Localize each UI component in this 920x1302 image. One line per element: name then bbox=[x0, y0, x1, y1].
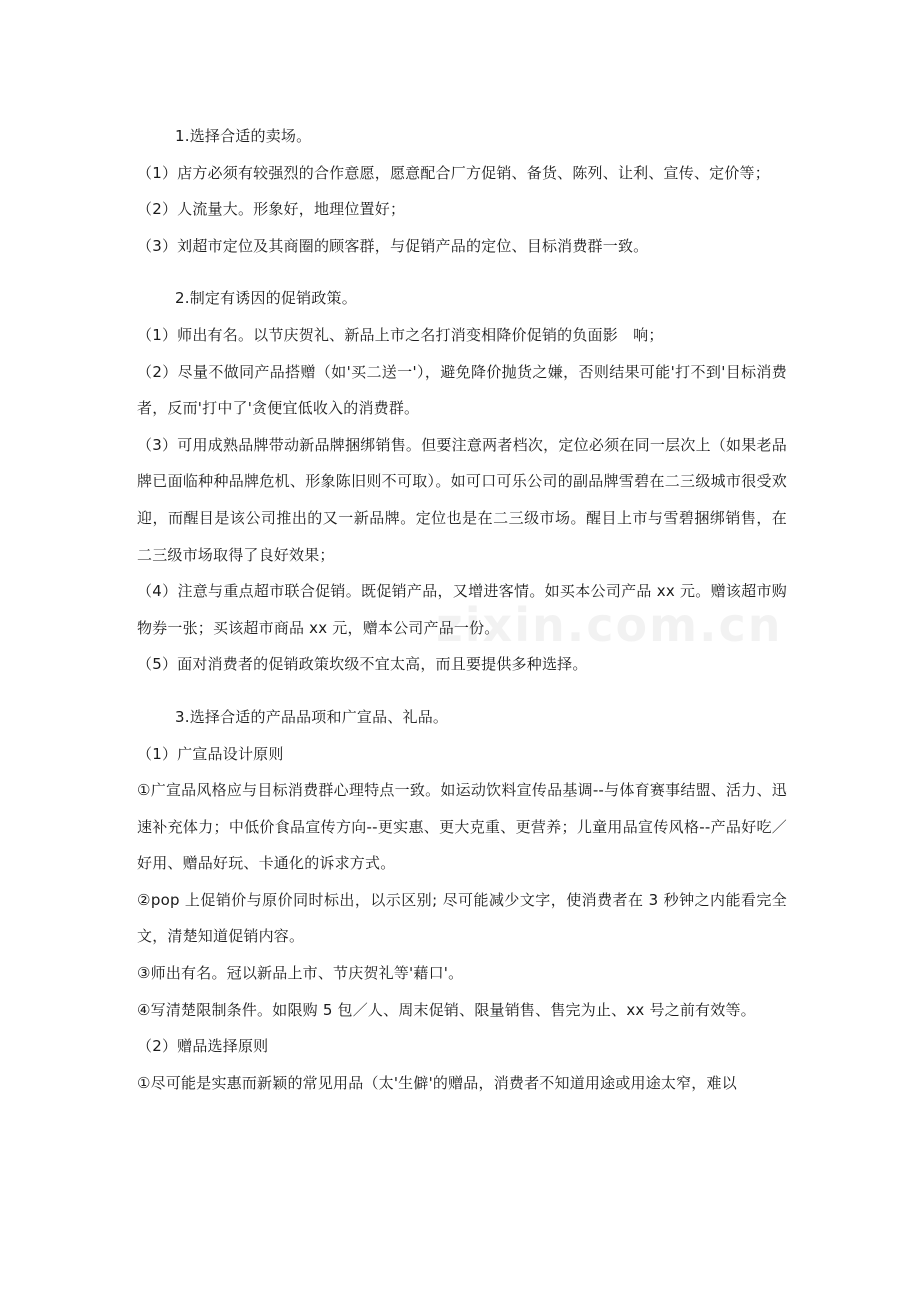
paragraph: （1）广宣品设计原则 bbox=[137, 744, 284, 763]
section-heading: 3.选择合适的产品品项和广宣品、礼品。 bbox=[175, 707, 449, 726]
section-heading: 1.选择合适的卖场。 bbox=[175, 127, 312, 145]
paragraph: （1）师出有名。以节庆贺礼、新品上市之名打消变相降价促销的负面影 响； bbox=[137, 325, 664, 344]
paragraph: （5）面对消费者的促销政策坎级不宜太高，而且要提供多种选择。 bbox=[137, 655, 588, 674]
paragraph: ③师出有名。冠以新品上市、节庆贺礼等'藉口'。 bbox=[137, 964, 464, 983]
paragraph: （4）注意与重点超市联合促销。既促销产品，又增进客情。如买本公司产品 xx 元。赠该超市购物券一张；买该超市商品 xx 元，赠本公司产品一份。 bbox=[137, 582, 787, 637]
section-gap bbox=[137, 264, 787, 280]
paragraph: ①广宣品风格应与目标消费群心理特点一致。如运动饮料宣传品基调--与体育赛事结盟、活力、迅速补充体力；中低价食品宣传方向--更实惠、更大克重、更营养；儿童用品宣传风格--产品好吃／好用、赠品好玩、卡通化的诉求方式。 bbox=[137, 781, 787, 873]
section-heading: 2.制定有诱因的促销政策。 bbox=[175, 289, 357, 308]
paragraph: （2）人流量大。形象好，地理位置好； bbox=[137, 200, 406, 219]
paragraph: （3）刘超市定位及其商圈的顾客群，与促销产品的定位、目标消费群一致。 bbox=[137, 236, 649, 255]
paragraph: ①尽可能是实惠而新颖的常见用品（太'生僻'的赠品，消费者不知道用途或用途太窄，难以 bbox=[137, 1073, 737, 1092]
paragraph: （3）可用成熟品牌带动新品牌捆绑销售。但要注意两者档次，定位必须在同一层次上（如果老品牌已面临种种品牌危机、形象陈旧则不可取）。如可口可乐公司的副品牌雪碧在二三级城市很受欢迎，而醒目是该公司推出的又一新品牌。定位也是在二三级市场。醒目上市与雪碧捆绑销售，在二三级市场取得了良好效果； bbox=[137, 435, 787, 564]
section-gap bbox=[137, 683, 787, 699]
paragraph: ④写清楚限制条件。如限购 5 包／人、周末促销、限量销售、售完为止、xx 号之前有效等。 bbox=[137, 1000, 756, 1019]
document-body bbox=[137, 118, 787, 1101]
paragraph: ②pop 上促销价与原价同时标出，以示区别; 尽可能减少文字，使消费者在 3 秒钟之内能看完全文，清楚知道促销内容。 bbox=[137, 890, 787, 946]
paragraph: （2）赠品选择原则 bbox=[137, 1037, 269, 1056]
paragraph: （1）店方必须有较强烈的合作意愿，愿意配合厂方促销、备货、陈列、让利、宣传、定价等； bbox=[137, 163, 770, 182]
watermark: zixin.com.cn bbox=[436, 598, 783, 652]
paragraph: （2）尽量不做同产品搭赠（如'买二送一'），避免降价抛货之嫌，否则结果可能'打不到'目标消费者，反而'打中了'贪便宜低收入的消费群。 bbox=[137, 362, 787, 418]
